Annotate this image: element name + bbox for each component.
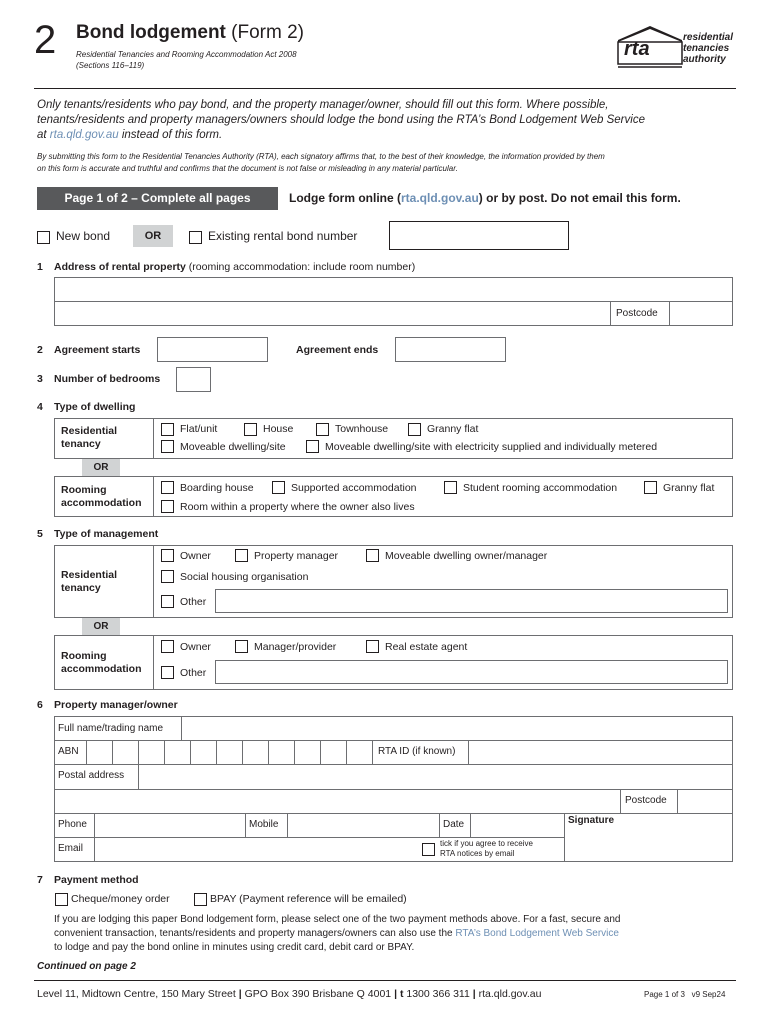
payment-info-line2 [54, 927, 620, 941]
q4-room-line2: accommodation [61, 497, 142, 509]
real-estate-agent-label: Real estate agent [385, 641, 468, 653]
bond-or-badge: OR [133, 225, 173, 247]
supported-accommodation-checkbox[interactable] [272, 481, 285, 494]
q6-label: Property manager/owner [54, 699, 178, 711]
payment-info-line1: If you are lodging this paper Bond lodgement form, please select one of the two payment methods above. For a fast, secure and [54, 914, 621, 925]
footer-phone-label: t [399, 988, 404, 1000]
email-notices-line1: tick if you agree to receive [440, 839, 533, 848]
mobile-label: Mobile [249, 819, 279, 830]
footer-po: GPO Box 390 Brisbane Q 4001 [244, 988, 392, 1000]
existing-bond-number-input[interactable] [389, 221, 569, 250]
lodge-post: ) or by post. Do not email this form. [478, 191, 681, 205]
q5-res-divider [153, 545, 154, 618]
org-name-line3: authority [683, 54, 726, 65]
intro-line3 [37, 128, 645, 143]
townhouse-label: Townhouse [335, 423, 389, 435]
phone-label: Phone [58, 819, 87, 830]
form-title [76, 22, 304, 44]
q6-row-line4b [564, 813, 733, 814]
act-name: Residential Tenancies and Rooming Accommodation Act 2008 [76, 50, 297, 59]
footer-page: Page 1 of 3 [644, 990, 685, 999]
q2-number: 2 [37, 344, 43, 356]
address-postcode-divider [610, 301, 611, 326]
moveable-dwelling-label: Moveable dwelling/site [180, 441, 286, 453]
lodge-pre: Lodge form online ( [289, 191, 401, 205]
form-title-main: Bond lodgement [76, 22, 226, 43]
form-number: 2 [34, 18, 57, 62]
property-manager-checkbox[interactable] [235, 549, 248, 562]
q4-res-line2: tenancy [61, 438, 101, 450]
room-owner-lives-checkbox[interactable] [161, 500, 174, 513]
new-bond-label: New bond [56, 229, 111, 243]
intro-text [37, 98, 645, 143]
continued-note: Continued on page 2 [37, 961, 136, 972]
property-manager-label: Property manager [254, 550, 339, 562]
q1-heading [54, 261, 415, 273]
existing-bond-checkbox[interactable] [189, 231, 202, 244]
q4-res-divider [153, 418, 154, 459]
q1-label: Address of rental property [54, 261, 186, 273]
q5-or-badge: OR [82, 618, 120, 635]
bedrooms-input[interactable] [176, 367, 211, 392]
q5-room-line2: accommodation [61, 663, 142, 675]
room-owner-lives-label: Room within a property where the owner also lives [180, 501, 415, 513]
bond-web-service-link[interactable]: RTA’s Bond Lodgement Web Service [455, 928, 619, 939]
res-other-input[interactable] [215, 589, 728, 613]
q5-room-divider [153, 635, 154, 690]
rta-website-link[interactable]: rta.qld.gov.au [49, 129, 119, 141]
footer-sep3: | [472, 988, 476, 1000]
org-name [683, 32, 733, 65]
res-other-checkbox[interactable] [161, 595, 174, 608]
intro-line1: Only tenants/residents who pay bond, and the property manager/owner, should fill out this form. Where possible, [37, 99, 609, 111]
email-notices-checkbox[interactable] [422, 843, 435, 856]
manager-provider-checkbox[interactable] [235, 640, 248, 653]
q5-room-label [61, 650, 142, 676]
intro-line3-post: instead of this form. [121, 129, 223, 141]
manager-provider-label: Manager/provider [254, 641, 337, 653]
rta-logo-text: rta [624, 38, 650, 60]
res-owner-label: Owner [180, 550, 211, 562]
student-rooming-checkbox[interactable] [444, 481, 457, 494]
rta-logo [610, 24, 735, 72]
footer-address: Level 11, Midtown Centre, 150 Mary Street [37, 988, 236, 1000]
email-notices-line2: RTA notices by email [440, 849, 515, 858]
q6-number: 6 [37, 699, 43, 711]
agreement-start-input[interactable] [157, 337, 268, 362]
real-estate-agent-checkbox[interactable] [366, 640, 379, 653]
q5-res-label [61, 569, 117, 595]
agreement-ends-label: Agreement ends [296, 344, 379, 356]
q4-res-line1: Residential [61, 425, 118, 437]
page-banner: Page 1 of 2 – Complete all pages [37, 187, 278, 210]
moveable-metered-checkbox[interactable] [306, 440, 319, 453]
room-other-input[interactable] [215, 660, 728, 684]
q4-or-badge: OR [82, 459, 120, 476]
existing-bond-label: Existing rental bond number [208, 229, 358, 243]
lodge-link[interactable]: rta.qld.gov.au [401, 191, 479, 205]
q5-res-line1: Residential [61, 569, 118, 581]
form-title-tag: (Form 2) [231, 22, 304, 43]
postal-postcode-label: Postcode [625, 795, 667, 806]
q4-number: 4 [37, 401, 43, 413]
flat-unit-label: Flat/unit [180, 423, 218, 435]
payment-info [54, 913, 620, 955]
header-divider [34, 88, 736, 89]
footer-page-info [644, 990, 725, 999]
moveable-metered-label: Moveable dwelling/site with electricity supplied and individually metered [325, 441, 658, 453]
social-housing-label: Social housing organisation [180, 571, 309, 583]
q4-room-divider [153, 476, 154, 517]
res-other-label: Other [180, 596, 207, 608]
room-other-label: Other [180, 667, 207, 679]
affirmation-line1: By submitting this form to the Residential Tenancies Authority (RTA), each signatory affirms that, to the best of their knowledge, the information provided by them [37, 152, 605, 161]
q3-number: 3 [37, 373, 43, 385]
q2-label: Agreement starts [54, 344, 141, 356]
room-owner-label: Owner [180, 641, 211, 653]
postal-postcode-divider2 [677, 789, 678, 813]
affirmation-line2: on this form is accurate and truthful and confirms that the document is not false or misleading in any material particular. [37, 164, 458, 173]
q5-number: 5 [37, 528, 43, 540]
q4-room-label [61, 484, 142, 510]
date-label-divider [439, 813, 440, 837]
student-rooming-label: Student rooming accommodation [463, 482, 618, 494]
rooming-granny-flat-label: Granny flat [663, 482, 715, 494]
lodge-instructions [289, 191, 681, 205]
footer-web[interactable]: rta.qld.gov.au [478, 988, 542, 1000]
mobile-input[interactable] [288, 814, 438, 837]
q4-label: Type of dwelling [54, 401, 136, 413]
address-postcode-input[interactable] [670, 302, 732, 325]
q1-hint: (rooming accommodation: include room number) [188, 261, 416, 273]
intro-line2: tenants/residents and property managers/owners should lodge the bond using the RTA’s Bond Lodgement Web Service [37, 114, 645, 126]
supported-accommodation-label: Supported accommodation [291, 482, 417, 494]
social-housing-checkbox[interactable] [161, 570, 174, 583]
org-name-line1: residential [683, 32, 734, 43]
res-owner-checkbox[interactable] [161, 549, 174, 562]
footer-contact [37, 988, 541, 1000]
email-input[interactable] [95, 838, 418, 861]
q5-room-line1: Rooming [61, 650, 107, 662]
abn-input[interactable] [87, 741, 372, 764]
footer-version: v9 Sep24 [691, 990, 726, 999]
q1-number: 1 [37, 261, 43, 273]
postal-postcode-divider [620, 789, 621, 813]
act-sections: (Sections 116–119) [76, 61, 145, 70]
q4-room-line1: Rooming [61, 484, 107, 496]
room-owner-checkbox[interactable] [161, 640, 174, 653]
abn-cell-12 [372, 740, 373, 764]
intro-line3-pre: at [37, 129, 47, 141]
org-name-line2: tenancies [683, 43, 730, 54]
q3-label: Number of bedrooms [54, 373, 161, 385]
townhouse-checkbox[interactable] [316, 423, 329, 436]
q5-res-line2: tenancy [61, 582, 101, 594]
full-name-label: Full name/trading name [58, 723, 164, 734]
date-input[interactable] [471, 814, 563, 837]
email-notices-label [440, 839, 533, 859]
abn-label: ABN [58, 746, 79, 757]
date-label: Date [443, 819, 465, 830]
house-label: House [263, 423, 294, 435]
address-postcode-label: Postcode [616, 308, 658, 319]
q7-number: 7 [37, 874, 43, 886]
footer-sep1: | [238, 988, 242, 1000]
boarding-house-label: Boarding house [180, 482, 254, 494]
cheque-label: Cheque/money order [71, 893, 170, 905]
house-checkbox[interactable] [244, 423, 257, 436]
footer-divider [34, 980, 736, 981]
footer-phone: 1300 366 311 [406, 988, 470, 1000]
q7-label: Payment method [54, 874, 139, 886]
rooming-granny-flat-checkbox[interactable] [644, 481, 657, 494]
moveable-owner-manager-checkbox[interactable] [366, 549, 379, 562]
phone-input[interactable] [95, 814, 245, 837]
affirmation-text [37, 151, 605, 175]
bpay-checkbox[interactable] [194, 893, 207, 906]
payment-info-line3: to lodge and pay the bond online in minutes using credit card, debit card or BPAY. [54, 942, 415, 953]
mobile-label-divider [245, 813, 246, 837]
boarding-house-checkbox[interactable] [161, 481, 174, 494]
flat-unit-checkbox[interactable] [161, 423, 174, 436]
footer-sep2: | [394, 988, 398, 1000]
cheque-checkbox[interactable] [55, 893, 68, 906]
postal-address-label: Postal address [58, 770, 125, 781]
signature-label: Signature [568, 815, 615, 826]
q5-label: Type of management [54, 528, 159, 540]
moveable-owner-manager-label: Moveable dwelling owner/manager [385, 550, 548, 562]
rta-id-input[interactable] [469, 741, 732, 764]
moveable-dwelling-checkbox[interactable] [161, 440, 174, 453]
new-bond-checkbox[interactable] [37, 231, 50, 244]
signature-input[interactable] [565, 828, 732, 861]
granny-flat-checkbox[interactable] [408, 423, 421, 436]
q4-res-label [61, 425, 117, 451]
agreement-end-input[interactable] [395, 337, 506, 362]
full-name-input[interactable] [182, 717, 732, 740]
room-other-checkbox[interactable] [161, 666, 174, 679]
email-label: Email [58, 843, 84, 854]
bpay-label: BPAY (Payment reference will be emailed) [210, 893, 407, 905]
payment-info-line2-pre: convenient transaction, tenants/residents and property managers/owners can also use the [54, 928, 453, 939]
rta-id-label: RTA ID (if known) [378, 746, 456, 757]
granny-flat-label: Granny flat [427, 423, 479, 435]
address-divider [54, 301, 733, 302]
